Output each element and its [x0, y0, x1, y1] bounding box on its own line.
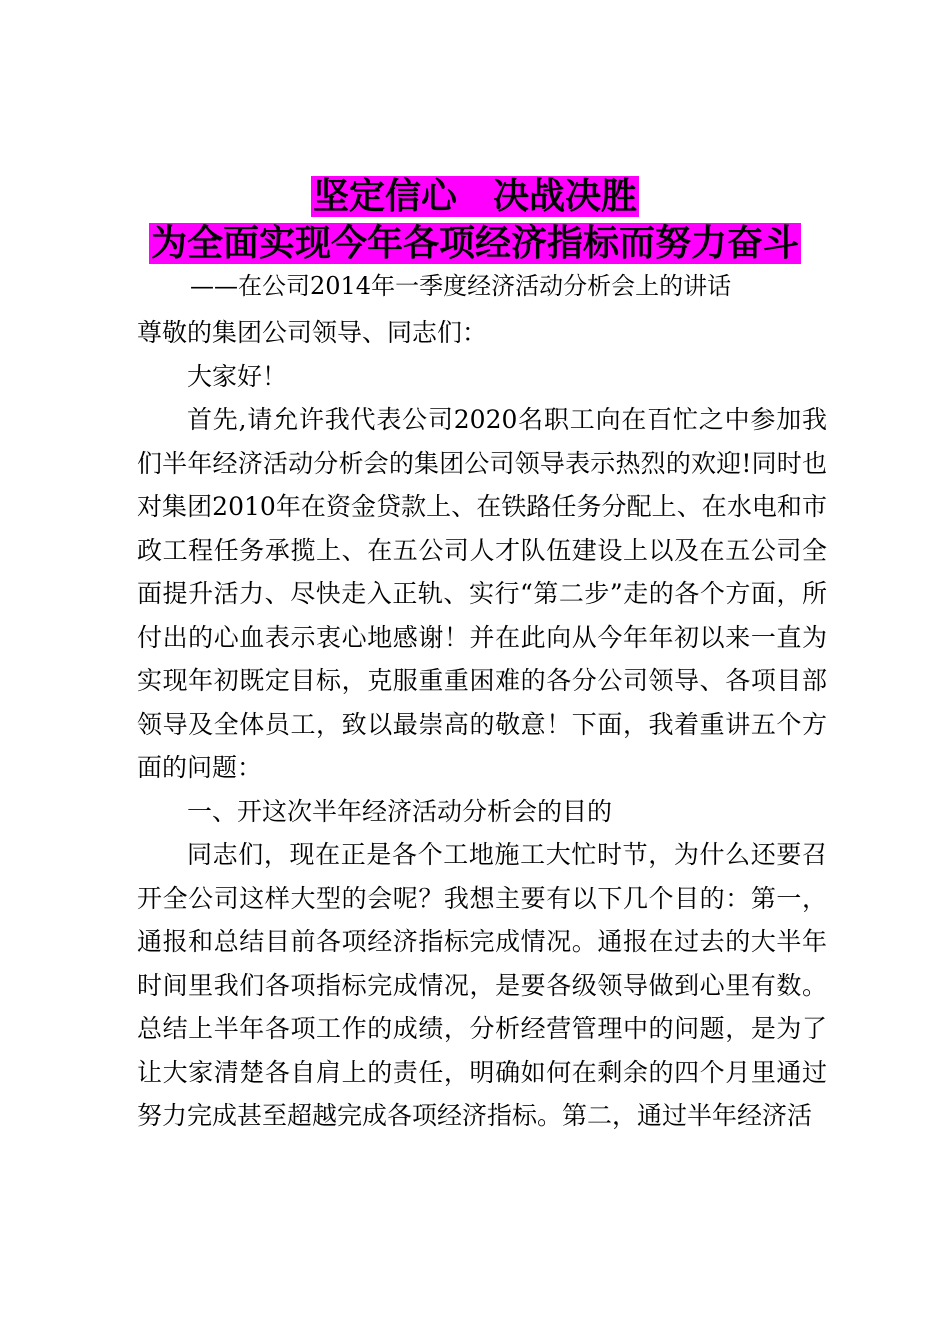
title-line-2 [0, 222, 950, 266]
section-heading-1: 一、开这次半年经济活动分析会的目的 [187, 796, 613, 826]
body-text [137, 311, 827, 1138]
greeting: 大家好！ [187, 361, 288, 391]
title-highlight-1: 坚定信心 决战决胜 [312, 176, 637, 217]
salutation: 尊敬的集团公司领导、同志们： [137, 318, 488, 347]
title-highlight-2: 为全面实现今年各项经济指标而努力奋斗 [150, 223, 799, 264]
paragraph-2: 同志们，现在正是各个工地施工大忙时节，为什么还要召开全公司这样大型的会呢？我想主要有以下几个目的：第一，通报和总结目前各项经济指标完成情况。通报在过去的大半年时间里我们各项指标完成情况，是要各级领导做到心里有数。总结上半年各项工作的成绩，分析经营管理中的问题，是为了让大家清楚各自肩上的责任，明确如何在剩余的四个月里通过努力完成甚至超越完成各项经济指标。第二，通过半年经济活 [137, 840, 827, 1130]
subtitle: ——在公司2014年一季度经济活动分析会上的讲话 [190, 272, 732, 300]
paragraph-1: 首先,请允许我代表公司2020名职工向在百忙之中参加我们半年经济活动分析会的集团公司领导表示热烈的欢迎!同时也对集团2010年在资金贷款上、在铁路任务分配上、在水电和市政工程任务承揽上、在五公司人才队伍建设上以及在五公司全面提升活力、尽快走入正轨、实行“第二步”走的各个方面，所付出的心血表示衷心地感谢！并在此向从今年年初以来一直为实现年初既定目标，克服重重困难的各分公司领导、各项目部领导及全体员工，致以最崇高的敬意！下面，我着重讲五个方面的问题： [137, 405, 827, 782]
title-line-1 [0, 175, 950, 219]
